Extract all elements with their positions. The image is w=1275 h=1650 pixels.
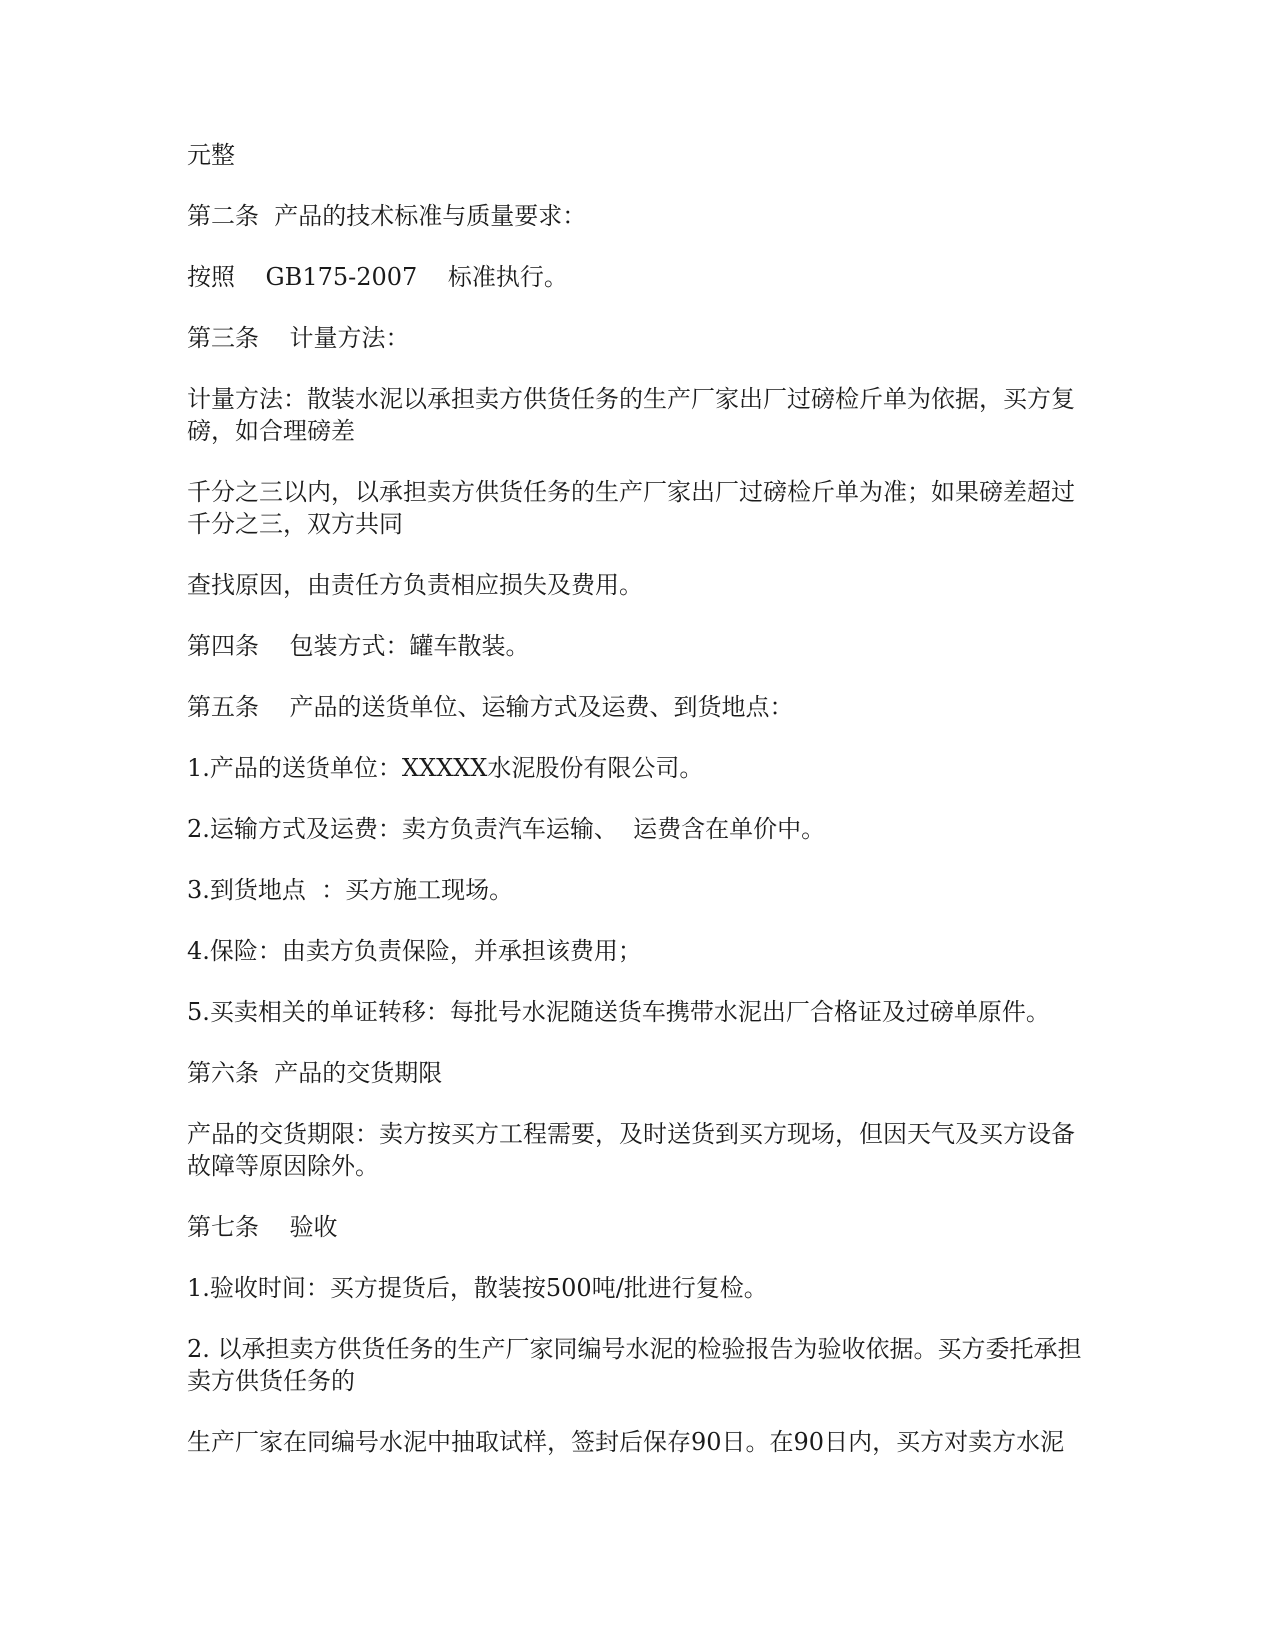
article-5-item-5: 5.买卖相关的单证转移：每批号水泥随送货车携带水泥出厂合格证及过磅单原件。: [187, 998, 1050, 1026]
article-4-packaging: 第四条 包装方式：罐车散装。: [187, 632, 530, 660]
article-6-delivery-term: 产品的交货期限：卖方按买方工程需要，及时送货到买方现场，但因天气及买方设备故障等原因除外。: [187, 1120, 1075, 1180]
article-3-heading: 第三条 计量方法：: [187, 324, 410, 352]
article-7-heading: 第七条 验收: [187, 1213, 338, 1241]
article-6-heading: 第六条 产品的交货期限: [187, 1059, 443, 1087]
paragraph-amount-tail: 元整: [187, 141, 235, 169]
article-5-item-1: 1.产品的送货单位：XXXXX水泥股份有限公司。: [187, 754, 704, 782]
article-3-measurement-method: 计量方法：散装水泥以承担卖方供货任务的生产厂家出厂过磅检斤单为依据，买方复磅，如合理磅差: [187, 385, 1075, 445]
article-7-item-1: 1.验收时间：买方提货后，散装按500吨/批进行复检。: [187, 1274, 768, 1302]
article-5-item-3: 3.到货地点 ：买方施工现场。: [187, 876, 514, 904]
article-7-item-2: 2. 以承担卖方供货任务的生产厂家同编号水泥的检验报告为验收依据。买方委托承担卖方供货任务的: [187, 1335, 1082, 1395]
article-2-standard: 按照 GB175-2007 标准执行。: [187, 263, 568, 291]
article-2-heading: 第二条 产品的技术标准与质量要求：: [187, 202, 587, 230]
article-3-tolerance: 千分之三以内，以承担卖方供货任务的生产厂家出厂过磅检斤单为准；如果磅差超过千分之三，双方共同: [187, 478, 1075, 538]
article-3-responsibility: 查找原因，由责任方负责相应损失及费用。: [187, 571, 643, 599]
document-body: [187, 139, 1087, 1487]
article-5-item-2: 2.运输方式及运费：卖方负责汽车运输、 运费含在单价中。: [187, 815, 826, 843]
article-5-item-4: 4.保险：由卖方负责保险，并承担该费用；: [187, 937, 642, 965]
article-5-heading: 第五条 产品的送货单位、运输方式及运费、到货地点：: [187, 693, 794, 721]
article-7-item-2-continued: 生产厂家在同编号水泥中抽取试样，签封后保存90日。在90日内，买方对卖方水泥: [187, 1428, 1065, 1456]
